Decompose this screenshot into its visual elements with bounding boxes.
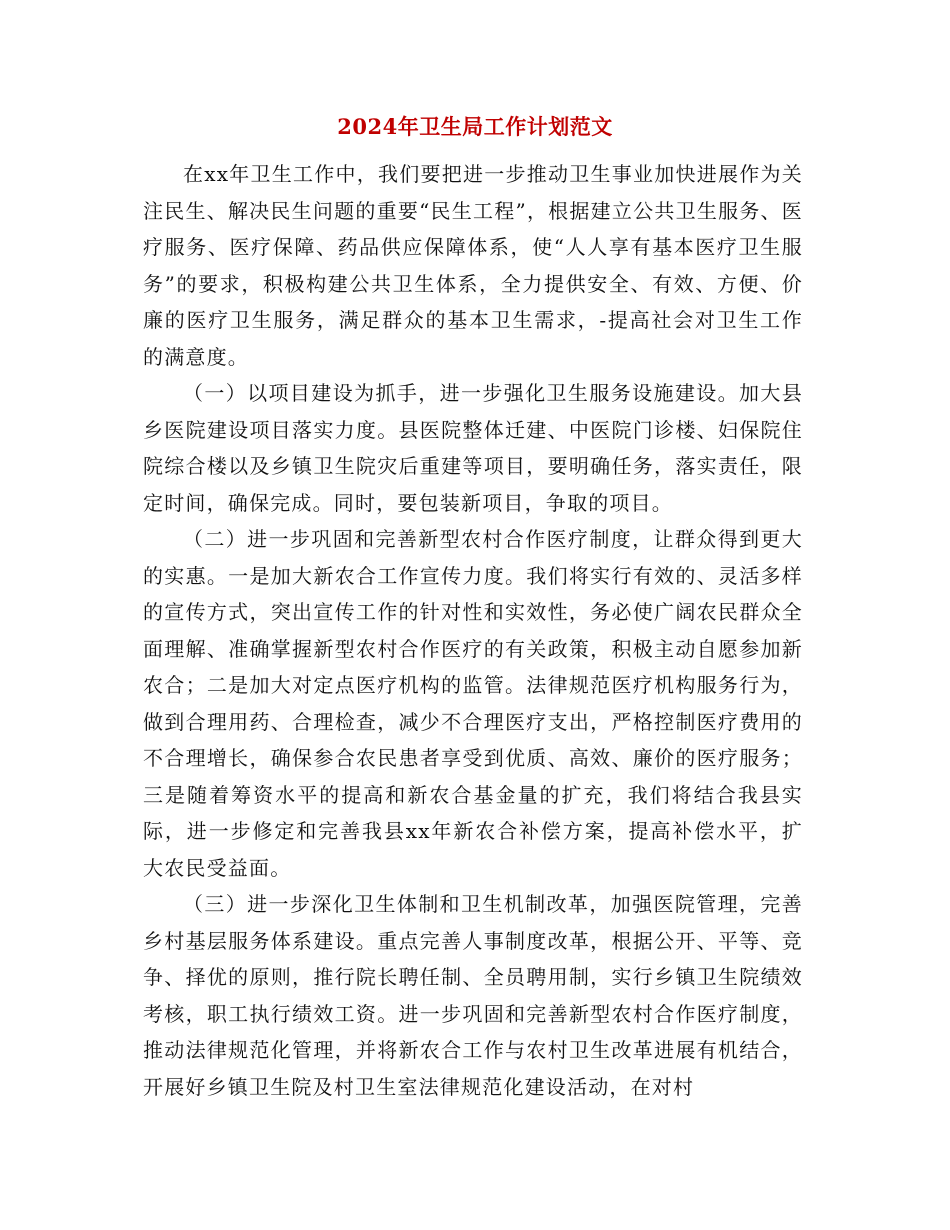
document-title: 2024年卫生局工作计划范文 — [337, 114, 613, 139]
paragraph-section-1: （一）以项目建设为抓手，进一步强化卫生服务设施建设。加大县乡医院建设项目落实力度。县医院整体迁建、中医院门诊楼、妇保院住院综合楼以及乡镇卫生院灾后重建等项目，要明确任务，落实责任，限定时间，确保完成。同时，要包装新项目，争取的项目。 — [143, 381, 803, 515]
paragraph-section-2: （二）进一步巩固和完善新型农村合作医疗制度，让群众得到更大的实惠。一是加大新农合工作宣传力度。我们将实行有效的、灵活多样的宣传方式，突出宣传工作的针对性和实效性，务必使广阔农民群众全面理解、准确掌握新型农村合作医疗的有关政策，积极主动自愿参加新农合；二是加大对定点医疗机构的监管。法律规范医疗机构服务行为，做到合理用药、合理检查，减少不合理医疗支出，严格控制医疗费用的不合理增长，确保参合农民患者享受到优质、高效、廉价的医疗服务；三是随着筹资水平的提高和新农合基金量的扩充，我们将结合我县实际，进一步修定和完善我县xx年新农合补偿方案，提高补偿水平，扩大农民受益面。 — [143, 527, 803, 880]
paragraph-intro: 在xx年卫生工作中，我们要把进一步推动卫生事业加快进展作为关注民生、解决民生问题的重要“民生工程”，根据建立公共卫生服务、医疗服务、医疗保障、药品供应保障体系，使“人人享有基本医疗卫生服务”的要求，积极构建公共卫生体系，全力提供安全、有效、方便、价廉的医疗卫生服务，满足群众的基本卫生需求，-提高社会对卫生工作的满意度。 — [143, 162, 803, 369]
paragraph-section-3: （三）进一步深化卫生体制和卫生机制改革，加强医院管理，完善乡村基层服务体系建设。重点完善人事制度改革，根据公开、平等、竞争、择优的原则，推行院长聘任制、全员聘用制，实行乡镇卫生院绩效考核，职工执行绩效工资。进一步巩固和完善新型农村合作医疗制度，推动法律规范化管理，并将新农合工作与农村卫生改革进展有机结合，开展好乡镇卫生院及村卫生室法律规范化建设活动，在对村 — [143, 892, 803, 1099]
document-body — [143, 156, 803, 1105]
